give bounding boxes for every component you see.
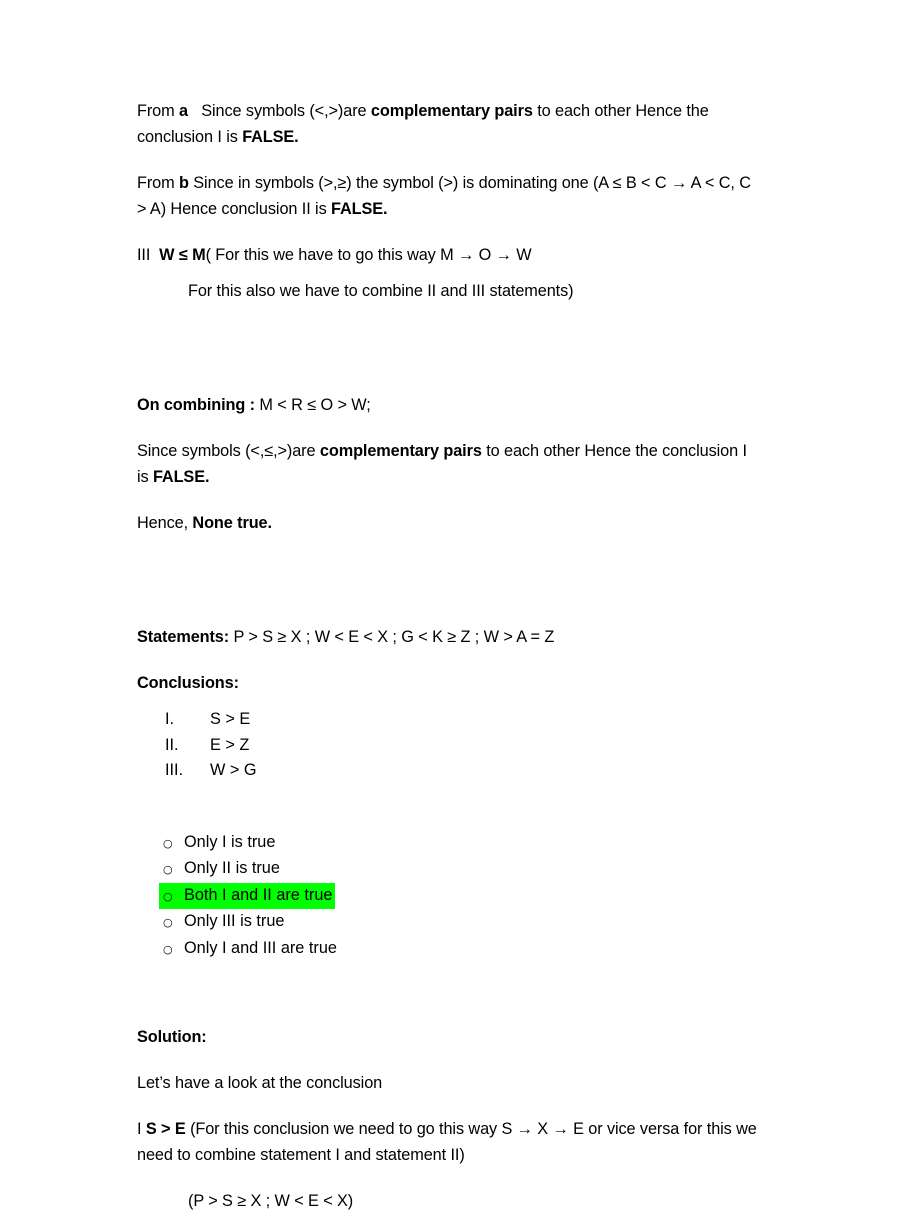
since-symbols-tail: to each other Hence the conclusion I is [137, 442, 747, 486]
conclusion-numeral: I. [165, 710, 175, 728]
spacer [137, 784, 759, 830]
conclusion-numeral: II. [165, 735, 179, 754]
spacer [137, 500, 759, 510]
radio-circle-icon[interactable]: ○ [163, 836, 173, 850]
since-symbols-bold-phrase: complementary pairs [319, 442, 482, 460]
paragraph-conclusion-one [137, 1116, 759, 1168]
hence-none-true: None true. [192, 514, 272, 532]
from-a-lead: From [137, 102, 180, 120]
conclusion-one-expression: S > E [145, 1120, 186, 1139]
answer-option[interactable] [159, 936, 340, 963]
on-combining-value: M < R ≤ O > W; [259, 396, 371, 414]
statement-three-spacer [150, 246, 159, 264]
paragraph-statement-three-continued: For this also we have to combine II and III statements) [188, 282, 574, 300]
answer-option[interactable] [159, 856, 283, 883]
paragraph-hence-none-true [137, 510, 759, 536]
spacer [137, 232, 759, 242]
spacer [137, 314, 759, 366]
from-b-lead: From [137, 174, 180, 192]
radio-circle-icon[interactable]: ○ [163, 942, 173, 956]
conclusion-one-rest: (For this conclusion we need to go this way S → X → E or vice versa for this we need to combine statement I and statement II) [137, 1120, 757, 1165]
paragraph-conclusion-one-detail: (P > S ≥ X ; W < E < X) [188, 1192, 354, 1211]
conclusion-item [137, 733, 759, 759]
from-a-mid: Since symbols (<,>)are [201, 102, 371, 120]
paragraph-from-a [137, 98, 759, 150]
statement-three-numeral: III [137, 246, 151, 264]
conclusion-value: S > E [210, 710, 251, 728]
spacer [137, 546, 759, 598]
answer-option-selected[interactable] [159, 883, 335, 910]
spacer [137, 598, 759, 624]
solution-label: Solution: [137, 1028, 207, 1047]
since-symbols-false: FALSE. [152, 468, 210, 486]
spacer [137, 1014, 759, 1024]
conclusion-value: E > Z [210, 735, 250, 754]
conclusion-item [137, 707, 759, 733]
spacer [137, 962, 759, 1014]
spacer [137, 268, 759, 278]
conclusions-list [137, 707, 759, 784]
spacer [137, 428, 759, 438]
answer-option[interactable] [159, 909, 287, 936]
statements-value: P > S ≥ X ; W < E < X ; G < K ≥ Z ; W > A = Z [233, 628, 555, 646]
spacer [137, 660, 759, 670]
from-b-label: b [179, 174, 189, 192]
radio-circle-icon[interactable]: ○ [163, 889, 173, 903]
paragraph-on-combining [137, 392, 759, 418]
statement-three-expression: W ≤ M [159, 246, 206, 264]
answer-options-list[interactable] [137, 830, 759, 963]
from-b-mid: Since in symbols (>,≥) the symbol (>) is dominating one (A ≤ B < C → A < C, C > A) Hence conclusion II is [137, 174, 751, 218]
radio-circle-icon[interactable]: ○ [163, 916, 173, 930]
paragraph-from-b [137, 170, 759, 222]
spacer [137, 160, 759, 170]
paragraph-since-symbols [137, 438, 759, 490]
answer-option-label: Both I and II are true [184, 885, 333, 904]
conclusion-item [137, 758, 759, 784]
spacer [137, 1106, 759, 1116]
since-symbols-lead: Since symbols (<,≤,>)are [137, 442, 320, 460]
spacer [137, 1178, 759, 1188]
conclusions-heading [137, 670, 759, 696]
spacer [137, 366, 759, 392]
document-body [137, 98, 759, 1224]
spacer [137, 1060, 759, 1070]
statements-label: Statements: [137, 628, 234, 646]
answer-option-label: Only I and III are true [184, 938, 337, 957]
solution-heading [137, 1024, 759, 1050]
paragraph-lets-have-a-look: Let’s have a look at the conclusion [137, 1074, 383, 1093]
from-a-spacer [188, 102, 201, 120]
from-a-label: a [179, 102, 188, 120]
from-a-tail: to each other Hence the conclusion I is [137, 102, 709, 146]
answer-option-label: Only III is true [184, 912, 285, 931]
statement-three-rest: ( For this we have to go this way M → O → W [205, 246, 532, 264]
conclusion-value: W > G [210, 761, 257, 779]
answer-option-label: Only II is true [184, 859, 280, 878]
radio-circle-icon[interactable]: ○ [163, 863, 173, 877]
paragraph-statement-three [137, 242, 759, 268]
on-combining-label: On combining : [137, 396, 260, 414]
answer-option[interactable] [159, 830, 278, 857]
hence-lead: Hence, [137, 514, 193, 532]
conclusion-numeral: III. [165, 761, 184, 779]
from-b-false: FALSE. [331, 200, 388, 218]
conclusion-one-numeral: I [137, 1120, 146, 1139]
from-a-bold-phrase: complementary pairs [370, 102, 533, 120]
paragraph-statements [137, 624, 759, 650]
from-a-false: FALSE. [242, 128, 299, 146]
answer-option-label: Only I is true [184, 832, 276, 851]
conclusions-label: Conclusions: [137, 674, 239, 692]
